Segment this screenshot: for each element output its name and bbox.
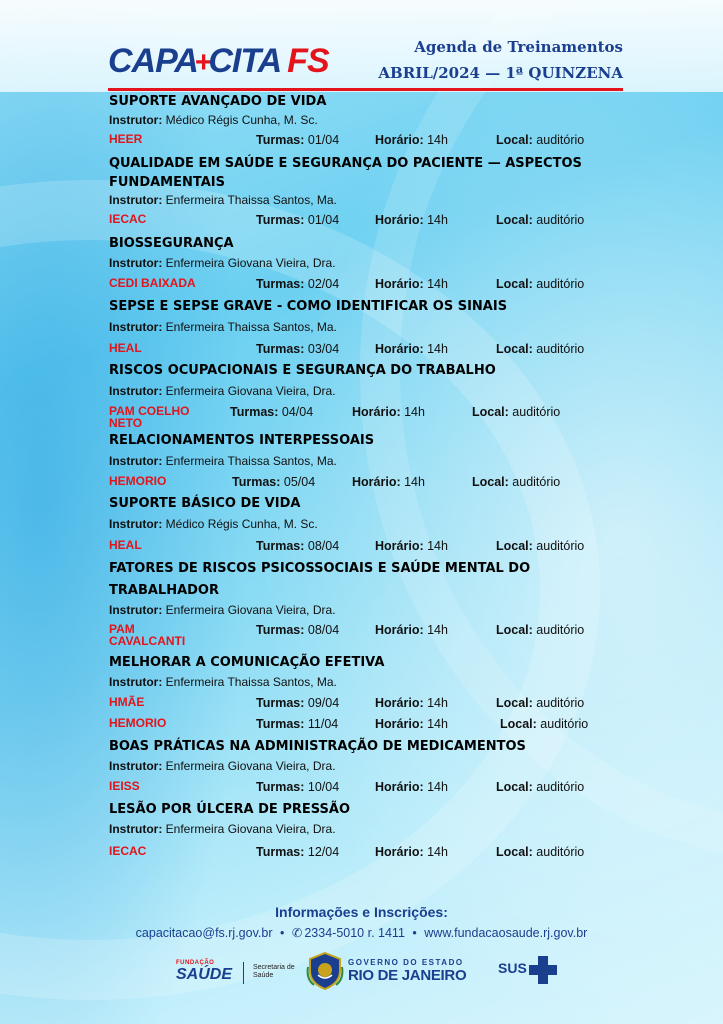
instructor-label: Instrutor: <box>109 603 163 617</box>
local-label: Local: <box>496 623 533 637</box>
session-turmas <box>256 213 339 227</box>
email-link[interactable]: capacitacao@fs.rj.gov.br <box>135 926 273 940</box>
instructor-name: Enfermeira Giovana Vieira, Dra. <box>165 822 336 836</box>
session-unit: HEMORIO <box>109 716 167 730</box>
instructor-label: Instrutor: <box>109 675 163 689</box>
session-place: auditório <box>536 539 585 553</box>
session-unit: HEAL <box>109 341 142 355</box>
session-place: auditório <box>512 405 561 419</box>
session-date: 09/04 <box>307 696 340 710</box>
session-place: auditório <box>536 133 585 147</box>
course-instructor <box>109 384 336 398</box>
secretaria-saude-logo: Secretaria de Saúde <box>253 964 295 979</box>
course-instructor <box>109 517 318 531</box>
footer-logos <box>0 948 723 998</box>
instructor-name: Médico Régis Cunha, M. Sc. <box>165 517 318 531</box>
horario-label: Horário: <box>375 780 424 794</box>
session-unit: CEDI BAIXADA <box>109 276 196 290</box>
session-local <box>496 539 584 553</box>
turmas-label: Turmas: <box>230 405 279 419</box>
instructor-label: Instrutor: <box>109 822 163 836</box>
sus-logo-text: SUS <box>498 960 527 976</box>
horario-label: Horário: <box>375 696 424 710</box>
session-unit: HMÃE <box>109 695 145 709</box>
course-instructor <box>109 454 337 468</box>
course-instructor <box>109 193 337 207</box>
instructor-label: Instrutor: <box>109 384 163 398</box>
course-instructor <box>109 256 336 270</box>
horario-label: Horário: <box>375 213 424 227</box>
session-place: auditório <box>536 342 585 356</box>
session-time: 14h <box>427 696 448 710</box>
instructor-label: Instrutor: <box>109 454 163 468</box>
session-unit: HEMORIO <box>109 474 167 488</box>
session-date: 08/04 <box>307 539 340 553</box>
session-date: 11/04 <box>307 717 339 731</box>
session-row <box>0 539 723 557</box>
course-instructor <box>109 113 318 127</box>
instructor-name: Enfermeira Thaissa Santos, Ma. <box>165 320 337 334</box>
session-turmas <box>256 342 339 356</box>
session-horario <box>375 539 448 553</box>
session-date: 05/04 <box>283 475 316 489</box>
session-unit: PAM CAVALCANTI <box>109 622 186 648</box>
session-date: 10/04 <box>307 780 340 794</box>
session-local <box>496 780 584 794</box>
sus-cross-icon <box>528 955 558 985</box>
session-horario <box>352 405 425 419</box>
session-time: 14h <box>427 780 448 794</box>
session-row <box>0 475 723 493</box>
session-horario <box>375 342 448 356</box>
instructor-label: Instrutor: <box>109 256 163 270</box>
course-title: RISCOS OCUPACIONAIS E SEGURANÇA DO TRABALHO <box>109 363 496 378</box>
session-row <box>0 342 723 360</box>
session-unit: IECAC <box>109 844 147 858</box>
horario-label: Horário: <box>375 277 424 291</box>
session-turmas <box>256 133 339 147</box>
session-date: 08/04 <box>307 623 340 637</box>
contact-line <box>0 925 723 940</box>
horario-label: Horário: <box>375 717 424 731</box>
course-title: SUPORTE AVANÇADO DE VIDA <box>109 94 327 109</box>
instructor-label: Instrutor: <box>109 193 163 207</box>
session-row <box>0 717 723 735</box>
phone-icon: ✆ <box>291 926 303 940</box>
session-date: 04/04 <box>281 405 314 419</box>
session-time: 14h <box>427 623 448 637</box>
session-local <box>496 845 584 859</box>
session-unit: HEAL <box>109 538 142 552</box>
session-local <box>500 717 588 731</box>
session-place: auditório <box>540 717 589 731</box>
turmas-label: Turmas: <box>256 539 305 553</box>
turmas-label: Turmas: <box>256 696 305 710</box>
instructor-name: Enfermeira Giovana Vieira, Dra. <box>165 603 336 617</box>
horario-label: Horário: <box>375 342 424 356</box>
course-title: LESÃO POR ÚLCERA DE PRESSÃO <box>109 802 351 817</box>
session-place: auditório <box>536 213 585 227</box>
course-instructor <box>109 822 336 836</box>
session-unit: PAM COELHO NETO <box>109 404 190 430</box>
page-title: Agenda de Treinamentos <box>414 38 623 56</box>
local-label: Local: <box>496 342 533 356</box>
session-turmas <box>256 845 339 859</box>
instructor-name: Enfermeira Thaissa Santos, Ma. <box>165 675 337 689</box>
local-label: Local: <box>496 133 533 147</box>
instructor-label: Instrutor: <box>109 759 163 773</box>
turmas-label: Turmas: <box>256 717 305 731</box>
horario-label: Horário: <box>375 845 424 859</box>
fundacao-saude-logo: FUNDAÇÃO SAÚDE <box>176 960 233 983</box>
session-turmas <box>232 475 315 489</box>
instructor-name: Enfermeira Giovana Vieira, Dra. <box>165 759 336 773</box>
session-local <box>496 133 584 147</box>
session-date: 01/04 <box>307 133 340 147</box>
session-local <box>496 623 584 637</box>
horario-label: Horário: <box>352 475 401 489</box>
local-label: Local: <box>472 475 509 489</box>
turmas-label: Turmas: <box>232 475 281 489</box>
session-time: 14h <box>427 213 448 227</box>
governo-rj-logo: GOVERNO DO ESTADO RIO DE JANEIRO <box>348 958 467 984</box>
local-label: Local: <box>496 780 533 794</box>
session-place: auditório <box>536 277 585 291</box>
session-horario <box>375 780 448 794</box>
session-horario <box>375 213 448 227</box>
course-title: SUPORTE BÁSICO DE VIDA <box>109 496 301 511</box>
local-label: Local: <box>472 405 509 419</box>
session-row <box>0 404 723 430</box>
session-date: 01/04 <box>307 213 340 227</box>
horario-label: Horário: <box>375 539 424 553</box>
session-place: auditório <box>536 780 585 794</box>
session-time: 14h <box>427 845 448 859</box>
session-turmas <box>256 696 339 710</box>
course-title: MELHORAR A COMUNICAÇÃO EFETIVA <box>109 655 385 670</box>
session-turmas <box>256 717 338 731</box>
course-instructor <box>109 759 336 773</box>
horario-label: Horário: <box>375 133 424 147</box>
phone-number: 2334-5010 r. 1411 <box>304 926 405 940</box>
session-unit: IECAC <box>109 212 147 226</box>
session-unit: IEISS <box>109 779 140 793</box>
turmas-label: Turmas: <box>256 845 305 859</box>
course-title: BOAS PRÁTICAS NA ADMINISTRAÇÃO DE MEDICAMENTOS <box>109 739 526 754</box>
session-time: 14h <box>427 133 448 147</box>
session-local <box>472 475 560 489</box>
instructor-label: Instrutor: <box>109 113 163 127</box>
separator-dot: • <box>412 926 417 940</box>
session-date: 03/04 <box>307 342 340 356</box>
session-time: 14h <box>427 342 448 356</box>
turmas-label: Turmas: <box>256 342 305 356</box>
session-row <box>0 213 723 231</box>
local-label: Local: <box>500 717 537 731</box>
instructor-name: Enfermeira Thaissa Santos, Ma. <box>165 454 337 468</box>
instructor-name: Enfermeira Giovana Vieira, Dra. <box>165 256 336 270</box>
session-horario <box>375 623 448 637</box>
session-date: 12/04 <box>307 845 340 859</box>
course-title: RELACIONAMENTOS INTERPESSOAIS <box>109 433 375 448</box>
session-place: auditório <box>512 475 561 489</box>
local-label: Local: <box>496 277 533 291</box>
logo-divider <box>243 962 244 984</box>
session-place: auditório <box>536 696 585 710</box>
session-time: 14h <box>427 717 448 731</box>
session-local <box>496 277 584 291</box>
local-label: Local: <box>496 845 533 859</box>
turmas-label: Turmas: <box>256 213 305 227</box>
session-place: auditório <box>536 845 585 859</box>
session-turmas <box>256 780 339 794</box>
session-local <box>472 405 560 419</box>
instructor-name: Enfermeira Thaissa Santos, Ma. <box>165 193 337 207</box>
instructor-name: Médico Régis Cunha, M. Sc. <box>165 113 318 127</box>
capacita-fs-logo: CAPA+CITA FS <box>108 42 329 80</box>
session-row <box>0 277 723 295</box>
instructor-label: Instrutor: <box>109 517 163 531</box>
session-horario <box>375 696 448 710</box>
turmas-label: Turmas: <box>256 623 305 637</box>
turmas-label: Turmas: <box>256 780 305 794</box>
session-horario <box>375 717 448 731</box>
horario-label: Horário: <box>352 405 401 419</box>
session-turmas <box>256 539 339 553</box>
session-horario <box>375 277 448 291</box>
course-title: SEPSE E SEPSE GRAVE - COMO IDENTIFICAR OS SINAIS <box>109 299 508 314</box>
session-row <box>0 696 723 714</box>
session-turmas <box>230 405 313 419</box>
session-time: 14h <box>404 405 425 419</box>
session-row <box>0 780 723 798</box>
instructor-label: Instrutor: <box>109 320 163 334</box>
turmas-label: Turmas: <box>256 277 305 291</box>
session-row <box>0 133 723 151</box>
instructor-name: Enfermeira Giovana Vieira, Dra. <box>165 384 336 398</box>
session-date: 02/04 <box>307 277 340 291</box>
session-place: auditório <box>536 623 585 637</box>
course-instructor <box>109 320 337 334</box>
session-local <box>496 342 584 356</box>
course-title: BIOSSEGURANÇA <box>109 236 234 251</box>
session-turmas <box>256 277 339 291</box>
horario-label: Horário: <box>375 623 424 637</box>
course-instructor <box>109 675 337 689</box>
info-title: Informações e Inscrições: <box>275 904 448 920</box>
local-label: Local: <box>496 696 533 710</box>
session-local <box>496 213 584 227</box>
session-local <box>496 696 584 710</box>
course-title: FATORES DE RISCOS PSICOSSOCIAIS E SAÚDE MENTAL DO TRABALHADOR <box>109 561 531 598</box>
state-crest-icon <box>306 951 344 991</box>
session-horario <box>375 845 448 859</box>
course-instructor <box>109 603 336 617</box>
session-time: 14h <box>427 539 448 553</box>
session-row <box>0 622 723 648</box>
session-unit: HEER <box>109 132 143 146</box>
session-turmas <box>256 623 339 637</box>
turmas-label: Turmas: <box>256 133 305 147</box>
separator-dot: • <box>279 926 285 940</box>
local-label: Local: <box>496 539 533 553</box>
website-link[interactable]: www.fundacaosaude.rj.gov.br <box>424 926 588 940</box>
course-title: QUALIDADE EM SAÚDE E SEGURANÇA DO PACIENTE — ASPECTOS FUNDAMENTAIS <box>109 156 582 190</box>
session-row <box>0 845 723 863</box>
session-horario <box>375 133 448 147</box>
session-horario <box>352 475 425 489</box>
session-time: 14h <box>427 277 448 291</box>
local-label: Local: <box>496 213 533 227</box>
session-time: 14h <box>404 475 425 489</box>
page-subtitle: ABRIL/2024 — 1ª QUINZENA <box>378 64 623 82</box>
